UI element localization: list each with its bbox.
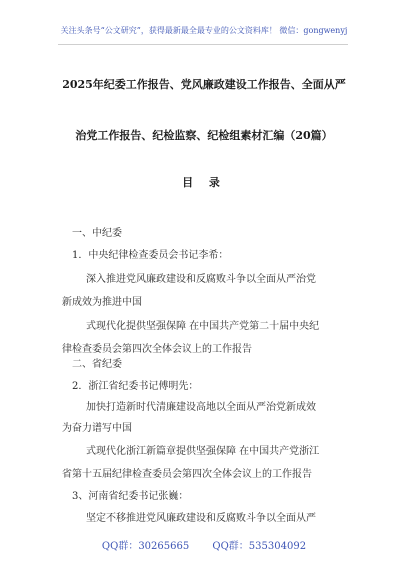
header-divider [58,44,348,45]
toc-entry-text: 省第十五届纪律检查委员会第四次全体会议上的工作报告 [62,469,312,480]
toc-entry-text: 新成效为推进中国 [62,297,142,308]
toc-section-heading: 一、中纪委 [72,228,122,239]
toc-entry-text: 律检查委员会第四次全体会议上的工作报告 [62,344,252,355]
toc-entry-text: 式现代化浙江新篇章提供坚强保障 在中国共产党浙江 [86,446,320,457]
toc-entry-text: 加快打造新时代清廉建设高地以全面从严治党新成效 [86,402,316,413]
toc-entry-heading: 1．中央纪律检查委员会书记李希： [72,250,229,261]
toc-heading: 目 录 [182,176,226,189]
toc-entry-heading: 3、河南省纪委书记张巍： [72,491,189,502]
toc-entry-text: 式现代化提供坚强保障 在中国共产党第二十届中央纪 [86,321,320,332]
document-title-line-2: 治党工作报告、纪检监察、纪检组素材汇编（20篇） [75,129,333,142]
toc-entry-heading: 2．浙江省纪委书记傅明先： [72,381,199,392]
document-title-line-1: 2025年纪委工作报告、党风廉政建设工作报告、全面从严 [62,78,346,91]
toc-entry-text: 为奋力谱写中国 [62,423,132,434]
footer-contact [0,537,408,552]
header-note: 关注头条号“公文研究”，获得最新最全最专业的公文资料库！ 微信：gongwenyj [60,26,348,35]
toc-section-heading: 二、省纪委 [72,359,122,370]
toc-entry-text: 坚定不移推进党风廉政建设和反腐败斗争以全面从严 [86,513,316,524]
footer-qq-group-2: QQ群：535304092 [212,541,307,552]
footer-qq-group-1: QQ群：30265665 [101,541,190,552]
toc-entry-text: 深入推进党风廉政建设和反腐败斗争以全面从严治党 [86,274,316,285]
